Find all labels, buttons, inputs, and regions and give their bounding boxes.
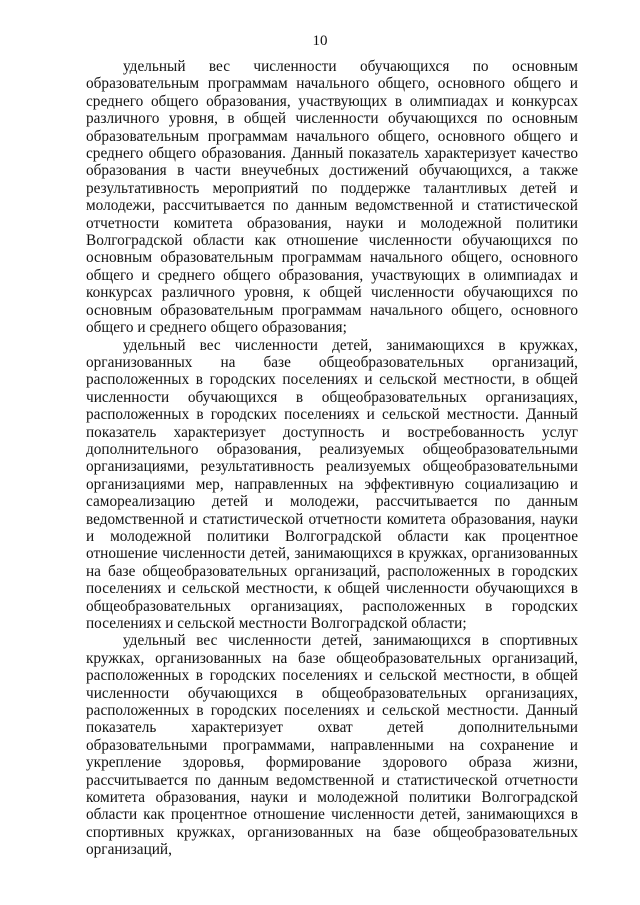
paragraph-sports-clubs-participants-share: удельный вес численности детей, занимающихся в спортивных кружках, организованных на базе общеобразовательных организаций, расположенных в городских поселениях и сельской местности, в общей численности обучающихся в общеобразовательных организациях, расположенных в городских поселениях и сельской местности. Данный показатель характеризует охват детей дополнительными образовательными программами, направленными на сохранение и укрепление здоровья, формирование здорового образа жизни, рассчитывается по данным ведомственной и статистической отчетности комитета образования, науки и молодежной политики Волгоградской области как процентное отношение численности детей, занимающихся в спортивных кружках, организованных на базе общеобразовательных организаций, bbox=[86, 632, 578, 859]
paragraph-clubs-participants-share: удельный вес численности детей, занимающихся в кружках, организованных на базе общеобразовательных организаций, расположенных в городских поселениях и сельской местности, в общей численности обучающихся в общеобразовательных организациях, расположенных в городских поселениях и сельской местности. Данный показатель характеризует доступность и востребованность услуг дополнительного образования, реализуемых общеобразовательными организациями, результативность реализуемых общеобразовательными организациями мер, направленных на эффективную социализацию и самореализацию детей и молодежи, рассчитывается по данным ведомственной и статистической отчетности комитета образования, науки и молодежной политики Волгоградской области как процентное отношение численности детей, занимающихся в кружках, организованных на базе общеобразовательных организаций, расположенных в городских поселениях и сельской местности, к общей численности обучающихся в общеобразовательных организациях, расположенных в городских поселениях и сельской местности Волгоградской области; bbox=[86, 336, 578, 632]
document-body bbox=[86, 58, 578, 859]
page-number: 10 bbox=[312, 33, 328, 49]
paragraph-olympiad-participants-share: удельный вес численности обучающихся по основным образовательным программам начального общего, основного общего и среднего общего образования, участвующих в олимпиадах и конкурсах различного уровня, в общей численности обучающихся по основным образовательным программам начального общего, основного общего и среднего общего образования. Данный показатель характеризует качество образования в части внеучебных достижений обучающихся, а также результативность мероприятий по поддержке талантливых детей и молодежи, рассчитывается по данным ведомственной и статистической отчетности комитета образования, науки и молодежной политики Волгоградской области как отношение численности обучающихся по основным образовательным программам начального общего, основного общего и среднего общего образования, участвующих в олимпиадах и конкурсах различного уровня, к общей численности обучающихся по основным образовательным программам начального общего, основного общего и среднего общего образования; bbox=[86, 58, 578, 337]
